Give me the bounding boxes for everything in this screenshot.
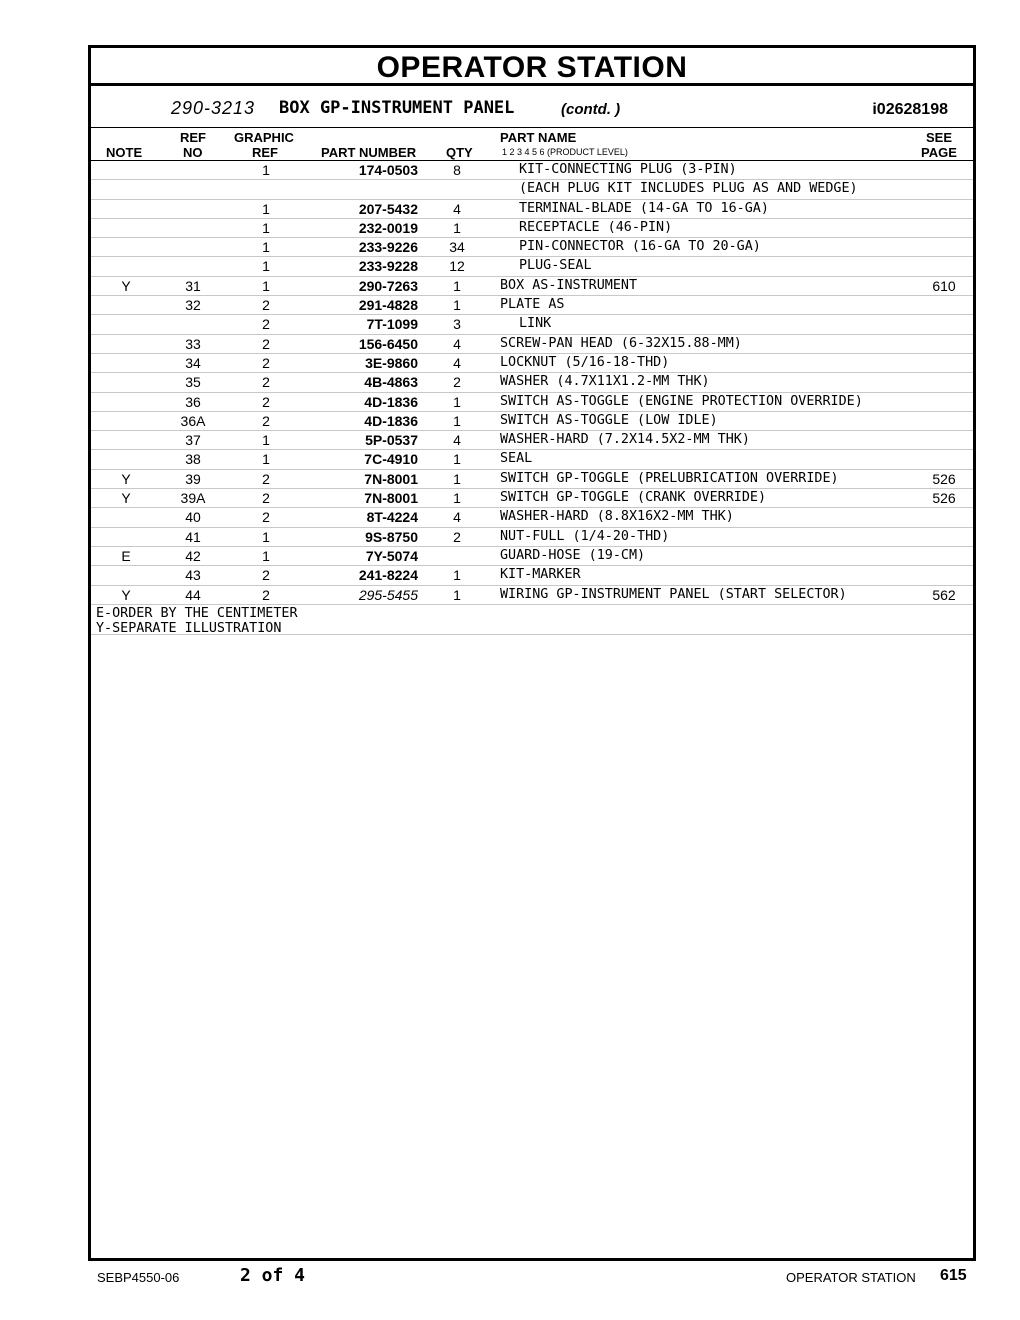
footer-section: OPERATOR STATION xyxy=(786,1270,916,1285)
ref-no-cell: 36A xyxy=(180,412,206,429)
ref-no-cell: 35 xyxy=(185,374,201,391)
note-cell: Y xyxy=(121,277,131,294)
graphic-ref-cell: 2 xyxy=(262,316,270,333)
part-number-cell: 8T-4224 xyxy=(366,509,418,526)
ref-no-cell: 42 xyxy=(185,547,201,564)
part-number-cell: 291-4828 xyxy=(358,297,418,314)
table-row xyxy=(91,238,973,257)
header-see-2: PAGE xyxy=(921,145,957,160)
table-row xyxy=(91,219,973,238)
part-name-cell: LOCKNUT (5/16-18-THD) xyxy=(500,354,670,370)
table-row xyxy=(91,528,973,547)
table-row xyxy=(91,200,973,219)
graphic-ref-cell: 2 xyxy=(262,374,270,391)
part-name-cell: TERMINAL-BLADE (14-GA TO 16-GA) xyxy=(519,200,769,216)
part-name-cell: SWITCH GP-TOGGLE (CRANK OVERRIDE) xyxy=(500,490,767,506)
part-number-cell: 3E-9860 xyxy=(365,354,418,371)
qty-cell: 4 xyxy=(453,335,461,352)
note-cell: Y xyxy=(121,490,131,507)
table-row xyxy=(91,180,973,199)
table-row xyxy=(91,335,973,354)
graphic-ref-cell: 2 xyxy=(262,490,270,507)
header-ref-2: NO xyxy=(183,145,203,160)
group-number: 290-3213 xyxy=(171,98,256,118)
part-name-cell: WIRING GP-INSTRUMENT PANEL (START SELECTOR) xyxy=(500,586,847,602)
group-header xyxy=(91,86,973,128)
table-row xyxy=(91,161,973,180)
qty-cell: 1 xyxy=(453,393,461,410)
header-graphic-2: REF xyxy=(252,145,278,160)
header-graphic-1: GRAPHIC xyxy=(234,130,294,145)
ref-no-cell: 44 xyxy=(185,586,201,603)
part-name-cell: LINK xyxy=(519,316,552,332)
footer-doc-id: SEBP4550-06 xyxy=(97,1270,180,1285)
part-name-cell: PIN-CONNECTOR (16-GA TO 20-GA) xyxy=(519,239,761,255)
header-ref-1: REF xyxy=(180,130,206,145)
graphic-ref-cell: 2 xyxy=(262,509,270,526)
table-row xyxy=(91,450,973,469)
graphic-ref-cell: 1 xyxy=(262,258,270,275)
part-name-cell: NUT-FULL (1/4-20-THD) xyxy=(500,528,670,544)
part-name-cell: PLATE AS xyxy=(500,297,565,313)
part-number-cell: 207-5432 xyxy=(358,200,418,217)
part-name-cell: PLUG-SEAL xyxy=(519,258,592,274)
qty-cell: 4 xyxy=(453,354,461,371)
part-number-cell: 7C-4910 xyxy=(364,451,418,468)
ref-no-cell: 37 xyxy=(185,432,201,449)
header-qty: QTY xyxy=(446,145,473,160)
header-see-1: SEE xyxy=(926,130,953,145)
table-row xyxy=(91,373,973,392)
note-cell: E xyxy=(121,547,131,564)
graphic-ref-cell: 1 xyxy=(262,200,270,217)
ref-no-cell: 39A xyxy=(180,490,206,507)
footer-page-of: 2 of 4 xyxy=(240,1265,306,1286)
ref-no-cell: 31 xyxy=(185,277,201,294)
ref-no-cell: 39 xyxy=(185,470,201,487)
qty-cell: 1 xyxy=(453,219,461,236)
qty-cell: 4 xyxy=(453,509,461,526)
table-row xyxy=(91,412,973,431)
graphic-ref-cell: 1 xyxy=(262,432,270,449)
qty-cell: 4 xyxy=(453,432,461,449)
ref-no-cell: 40 xyxy=(185,509,201,526)
qty-cell: 1 xyxy=(453,586,461,603)
table-row xyxy=(91,508,973,527)
part-name-cell: (EACH PLUG KIT INCLUDES PLUG AS AND WEDGE) xyxy=(519,181,858,197)
qty-cell: 12 xyxy=(449,258,465,275)
part-number-cell: 174-0503 xyxy=(358,162,418,178)
part-name-cell: KIT-CONNECTING PLUG (3-PIN) xyxy=(519,162,737,177)
part-number-cell: 7T-1099 xyxy=(366,316,418,333)
graphic-ref-cell: 1 xyxy=(262,547,270,564)
graphic-ref-cell: 2 xyxy=(262,297,270,314)
table-row xyxy=(91,586,973,605)
page-frame xyxy=(88,45,976,1261)
group-contd: (contd. ) xyxy=(561,101,621,118)
header-part-number: PART NUMBER xyxy=(321,145,417,160)
note-line: E-ORDER BY THE CENTIMETER xyxy=(96,605,298,621)
ref-no-cell: 43 xyxy=(185,567,201,584)
part-name-cell: SEAL xyxy=(500,451,533,467)
table-row xyxy=(91,277,973,296)
part-number-cell: 156-6450 xyxy=(358,335,418,352)
graphic-ref-cell: 2 xyxy=(262,586,270,603)
qty-cell: 8 xyxy=(453,162,461,178)
qty-cell: 34 xyxy=(449,239,465,256)
part-number-cell: 295-5455 xyxy=(358,586,418,603)
graphic-ref-cell: 2 xyxy=(262,470,270,487)
table-row xyxy=(91,489,973,508)
ref-no-cell: 41 xyxy=(185,528,201,545)
table-row xyxy=(91,547,973,566)
qty-cell: 1 xyxy=(453,297,461,314)
graphic-ref-cell: 1 xyxy=(262,239,270,256)
graphic-ref-cell: 1 xyxy=(262,528,270,545)
part-number-cell: 4B-4863 xyxy=(364,374,418,391)
graphic-ref-cell: 2 xyxy=(262,393,270,410)
group-name: BOX GP-INSTRUMENT PANEL xyxy=(279,98,515,118)
part-number-cell: 7N-8001 xyxy=(364,490,418,507)
part-name-cell: GUARD-HOSE (19-CM) xyxy=(500,547,646,563)
part-name-cell: WASHER-HARD (8.8X16X2-MM THK) xyxy=(500,509,734,525)
part-number-cell: 7Y-5074 xyxy=(365,547,418,564)
header-product-level: 1 2 3 4 5 6 (PRODUCT LEVEL) xyxy=(502,147,628,157)
table-row xyxy=(91,257,973,276)
see-page-cell: 526 xyxy=(932,470,956,487)
part-name-cell: WASHER-HARD (7.2X14.5X2-MM THK) xyxy=(500,432,750,448)
qty-cell: 1 xyxy=(453,451,461,468)
column-headers xyxy=(91,128,973,161)
part-number-cell: 4D-1836 xyxy=(364,393,418,410)
table-row xyxy=(91,354,973,373)
footer-page-number: 615 xyxy=(940,1267,967,1284)
table-row xyxy=(91,431,973,450)
qty-cell: 1 xyxy=(453,490,461,507)
part-number-cell: 7N-8001 xyxy=(364,470,418,487)
part-number-cell: 233-9228 xyxy=(358,258,418,275)
table-row xyxy=(91,315,973,334)
note-line: Y-SEPARATE ILLUSTRATION xyxy=(96,620,282,636)
graphic-ref-cell: 2 xyxy=(262,335,270,352)
note-cell: Y xyxy=(121,470,131,487)
ref-no-cell: 36 xyxy=(185,393,201,410)
graphic-ref-cell: 2 xyxy=(262,567,270,584)
see-page-cell: 610 xyxy=(932,277,956,294)
part-number-cell: 4D-1836 xyxy=(364,412,418,429)
part-name-cell: SCREW-PAN HEAD (6-32X15.88-MM) xyxy=(500,335,742,351)
note-cell: Y xyxy=(121,586,131,603)
part-name-cell: SWITCH GP-TOGGLE (PRELUBRICATION OVERRIDE) xyxy=(500,470,839,486)
graphic-ref-cell: 2 xyxy=(262,412,270,429)
part-number-cell: 232-0019 xyxy=(358,219,418,236)
graphic-ref-cell: 1 xyxy=(262,219,270,236)
part-name-cell: SWITCH AS-TOGGLE (LOW IDLE) xyxy=(500,412,718,428)
see-page-cell: 526 xyxy=(932,490,956,507)
qty-cell: 1 xyxy=(453,277,461,294)
table-row xyxy=(91,296,973,315)
table-row xyxy=(91,566,973,585)
part-name-cell: SWITCH AS-TOGGLE (ENGINE PROTECTION OVERRIDE) xyxy=(500,393,863,409)
qty-cell: 1 xyxy=(453,470,461,487)
part-name-cell: WASHER (4.7X11X1.2-MM THK) xyxy=(500,374,710,390)
graphic-ref-cell: 2 xyxy=(262,354,270,371)
ref-no-cell: 34 xyxy=(185,354,201,371)
qty-cell: 4 xyxy=(453,200,461,217)
part-number-cell: 241-8224 xyxy=(358,567,418,584)
header-part-name: PART NAME xyxy=(500,130,577,145)
qty-cell: 2 xyxy=(453,528,461,545)
group-id: i02628198 xyxy=(872,101,948,118)
part-name-cell: KIT-MARKER xyxy=(500,567,581,583)
part-number-cell: 233-9226 xyxy=(358,239,418,256)
qty-cell: 3 xyxy=(453,316,461,333)
part-name-cell: RECEPTACLE (46-PIN) xyxy=(519,219,673,235)
parts-list xyxy=(91,161,973,635)
ref-no-cell: 33 xyxy=(185,335,201,352)
header-note: NOTE xyxy=(106,145,143,160)
qty-cell: 2 xyxy=(453,374,461,391)
table-row xyxy=(91,470,973,489)
graphic-ref-cell: 1 xyxy=(262,277,270,294)
graphic-ref-cell: 1 xyxy=(262,451,270,468)
qty-cell: 1 xyxy=(453,567,461,584)
notes-block xyxy=(91,605,973,635)
part-number-cell: 290-7263 xyxy=(358,277,418,294)
page-footer xyxy=(0,1262,1020,1292)
section-title: OPERATOR STATION xyxy=(91,48,973,86)
part-name-cell: BOX AS-INSTRUMENT xyxy=(500,277,638,293)
part-number-cell: 9S-8750 xyxy=(365,528,418,545)
part-number-cell: 5P-0537 xyxy=(365,432,418,449)
table-row xyxy=(91,393,973,412)
graphic-ref-cell: 1 xyxy=(262,162,270,178)
ref-no-cell: 38 xyxy=(185,451,201,468)
see-page-cell: 562 xyxy=(932,586,956,603)
qty-cell: 1 xyxy=(453,412,461,429)
ref-no-cell: 32 xyxy=(185,297,201,314)
